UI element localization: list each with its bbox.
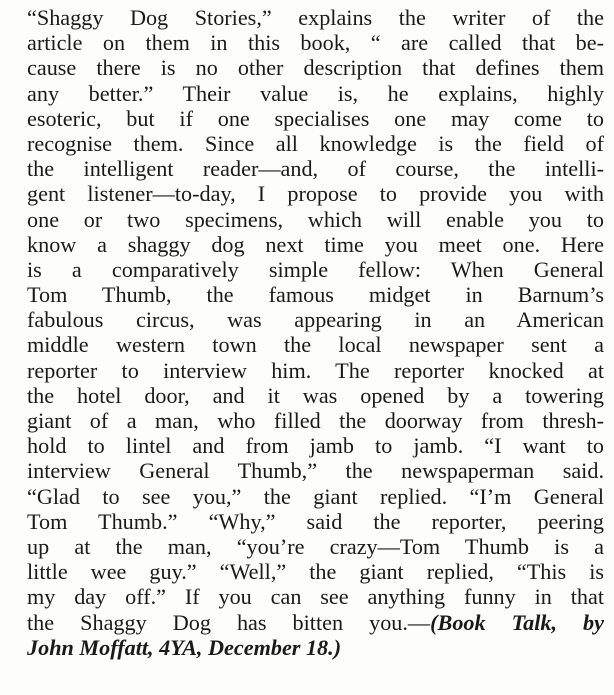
article-line: middle western town the local newspaper sent a: [27, 332, 604, 358]
article-line: up at the man, “you’re crazy—Tom Thumb is a: [27, 533, 604, 559]
article-line: little wee guy.” “Well,” the giant replied, “This is: [27, 559, 604, 585]
article-line: reporter to interview him. The reporter knocked at: [27, 357, 604, 383]
article-line: know a shaggy dog next time you meet one. Here: [27, 231, 604, 257]
article-line: hold to lintel and from jamb to jamb. “I want to: [27, 433, 604, 459]
article-line: giant of a man, who filled the doorway from thresh-: [27, 408, 604, 433]
article-line-with-citation: [0, 610, 614, 635]
article-final-sentence: the Shaggy Dog has bitten you.—: [27, 609, 431, 635]
article-line: Tom Thumb, the famous midget in Barnum’s: [27, 282, 604, 308]
article-line: the intelligent reader—and, of course, the intelli-: [27, 156, 604, 182]
article-line: Tom Thumb.” “Why,” said the reporter, peering: [27, 508, 604, 534]
citation-line: [0, 635, 614, 660]
citation-source: (Book Talk, by: [430, 609, 604, 635]
article-line: “Glad to see you,” the giant replied. “I’m General: [27, 483, 604, 509]
article-line: fabulous circus, was appearing in an American: [27, 307, 604, 333]
article-line: recognise them. Since all knowledge is the field of: [27, 130, 604, 156]
article-line: cause there is no other description that defines them: [27, 55, 604, 81]
article-line: “Shaggy Dog Stories,” explains the writer of the: [27, 5, 604, 30]
article-line: interview General Thumb,” the newspaperman said.: [27, 458, 604, 484]
article-line: article on them in this book, “ are called that be-: [27, 30, 604, 56]
article-line: my day off.” If you can see anything funny in that: [27, 584, 604, 610]
citation-author-station-date: John Moffatt, 4YA, December 18.): [27, 634, 342, 660]
article-line: any better.” Their value is, he explains, highly: [27, 80, 604, 106]
article-line: one or two specimens, which will enable you to: [27, 206, 604, 232]
article-line: is a comparatively simple fellow: When General: [27, 256, 604, 282]
article-line: esoteric, but if one specialises one may come to: [27, 105, 604, 131]
article-body: [0, 5, 614, 660]
article-line: the hotel door, and it was opened by a towering: [27, 382, 604, 408]
article-line: gent listener—to-day, I propose to provide you with: [27, 181, 604, 207]
